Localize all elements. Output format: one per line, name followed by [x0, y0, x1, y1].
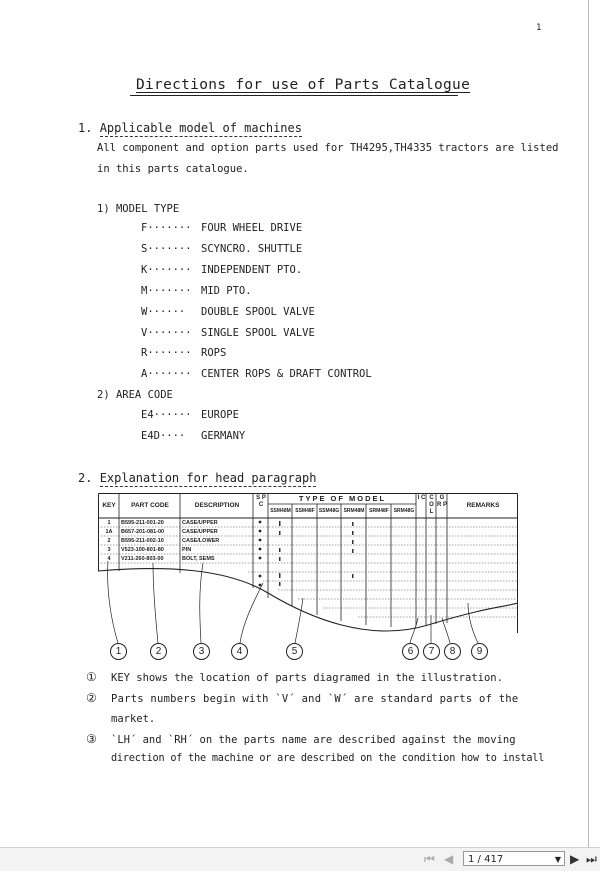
row-key: 1 [107, 520, 111, 526]
header-key: KEY [102, 502, 116, 509]
section1-line2: in this parts catalogue. [97, 163, 249, 175]
note-line: direction of the machine or are described on the condition how to install [111, 753, 545, 764]
model-code: A······· [141, 368, 192, 380]
model-code: S······· [141, 243, 192, 255]
callout-5: 5 [286, 643, 303, 660]
note-symbol: ① [86, 670, 97, 684]
head-paragraph-diagram [98, 493, 518, 668]
header-model: SSM48F [295, 508, 315, 514]
section2-heading [78, 471, 316, 485]
row-key: 1A [105, 529, 113, 535]
section2-title: Explanation for head paragraph [99, 471, 317, 485]
first-page-button[interactable]: ⏮ [424, 852, 435, 866]
callout-1: 1 [110, 643, 127, 660]
model-desc: ROPS [201, 347, 227, 359]
model-desc: INDEPENDENT PTO. [201, 264, 303, 276]
note-line: KEY shows the location of parts diagramed in the illustration. [111, 672, 503, 684]
callout-6: 6 [402, 643, 419, 660]
model-code: W······ [141, 306, 186, 318]
header-spc: S P C [256, 495, 266, 508]
last-page-button[interactable]: ⏭ [586, 852, 597, 866]
model-code: M······· [141, 285, 192, 297]
row-key: 2 [107, 538, 111, 544]
callout-3: 3 [193, 643, 210, 660]
model-desc: SINGLE SPOOL VALVE [201, 327, 315, 339]
area-code-heading: 2) AREA CODE [97, 389, 173, 401]
row-part-code: V523-100-801-80 [121, 547, 164, 553]
note-symbol: ③ [86, 732, 97, 746]
header-model: SSM48G [318, 508, 340, 514]
header-type-of-model: TYPE OF MODEL [298, 494, 387, 503]
page-title: Directions for use of Parts Catalogue [136, 77, 471, 93]
row-description: CASE/LOWER [182, 538, 220, 544]
model-code: V······· [141, 327, 192, 339]
area-desc: EUROPE [201, 409, 239, 421]
note-symbol: ② [86, 691, 97, 705]
area-desc: GERMANY [201, 430, 246, 442]
previous-page-button[interactable]: ◀ [444, 852, 454, 866]
note-line: Parts numbers begin with `V´ and `W´ are standard parts of the [111, 693, 519, 705]
row-part-code: B657-201-081-00 [121, 529, 165, 535]
model-desc: MID PTO. [201, 285, 252, 297]
next-page-button[interactable]: ▶ [570, 852, 580, 866]
header-part-code: PART CODE [131, 502, 169, 509]
page-number: 1 [536, 23, 542, 33]
callout-8: 8 [444, 643, 461, 660]
note-line: `LH´ and `RH´ on the parts name are described against the moving [111, 734, 516, 746]
header-model: SRM48G [393, 508, 415, 514]
row-description: BOLT, SEMS [182, 556, 215, 562]
viewer-toolbar [0, 847, 600, 871]
row-part-code: B595-211-001-20 [121, 520, 164, 526]
header-grp: G R P [437, 495, 448, 508]
section1-line1: All component and option parts used for TH4295,TH4335 tractors are listed [97, 142, 559, 154]
model-code: F······· [141, 222, 192, 234]
header-remarks: REMARKS [466, 502, 500, 509]
area-code: E4······ [141, 409, 192, 421]
row-description: CASE/UPPER [182, 529, 218, 535]
area-code: E4D···· [141, 430, 186, 442]
header-model: SSM48M [270, 508, 291, 514]
section2-number: 2. [78, 471, 93, 485]
section1-title: Applicable model of machines [99, 121, 302, 135]
section1-number: 1. [78, 121, 93, 135]
chevron-down-icon: ▼ [554, 855, 561, 864]
model-desc: FOUR WHEEL DRIVE [201, 222, 303, 234]
row-part-code: V211-260-803-00 [121, 556, 164, 562]
row-description: CASE/UPPER [182, 520, 218, 526]
model-code: R······· [141, 347, 192, 359]
callout-2: 2 [150, 643, 167, 660]
row-key: 3 [107, 547, 111, 553]
model-desc: DOUBLE SPOOL VALVE [201, 306, 315, 318]
page-number-select[interactable] [463, 851, 565, 866]
page-number-value: 1 / 417 [468, 854, 504, 865]
callout-9: 9 [471, 643, 488, 660]
title-underline [130, 95, 458, 96]
model-code: K······· [141, 264, 192, 276]
note-line: market. [111, 713, 156, 725]
header-model: SRM48F [369, 508, 389, 514]
header-col: C O L [429, 495, 434, 515]
header-model: SRM48M [343, 508, 365, 514]
header-ic: I C [417, 495, 426, 501]
model-desc: CENTER ROPS & DRAFT CONTROL [201, 368, 372, 380]
row-part-code: B595-211-002-10 [121, 538, 164, 544]
callout-7: 7 [423, 643, 440, 660]
model-type-heading: 1) MODEL TYPE [97, 203, 180, 215]
section1-heading [78, 121, 302, 135]
row-key: 4 [107, 556, 111, 562]
callout-4: 4 [231, 643, 248, 660]
model-desc: SCYNCRO. SHUTTLE [201, 243, 303, 255]
header-description: DESCRIPTION [194, 502, 240, 509]
row-description: PIN [182, 547, 192, 553]
